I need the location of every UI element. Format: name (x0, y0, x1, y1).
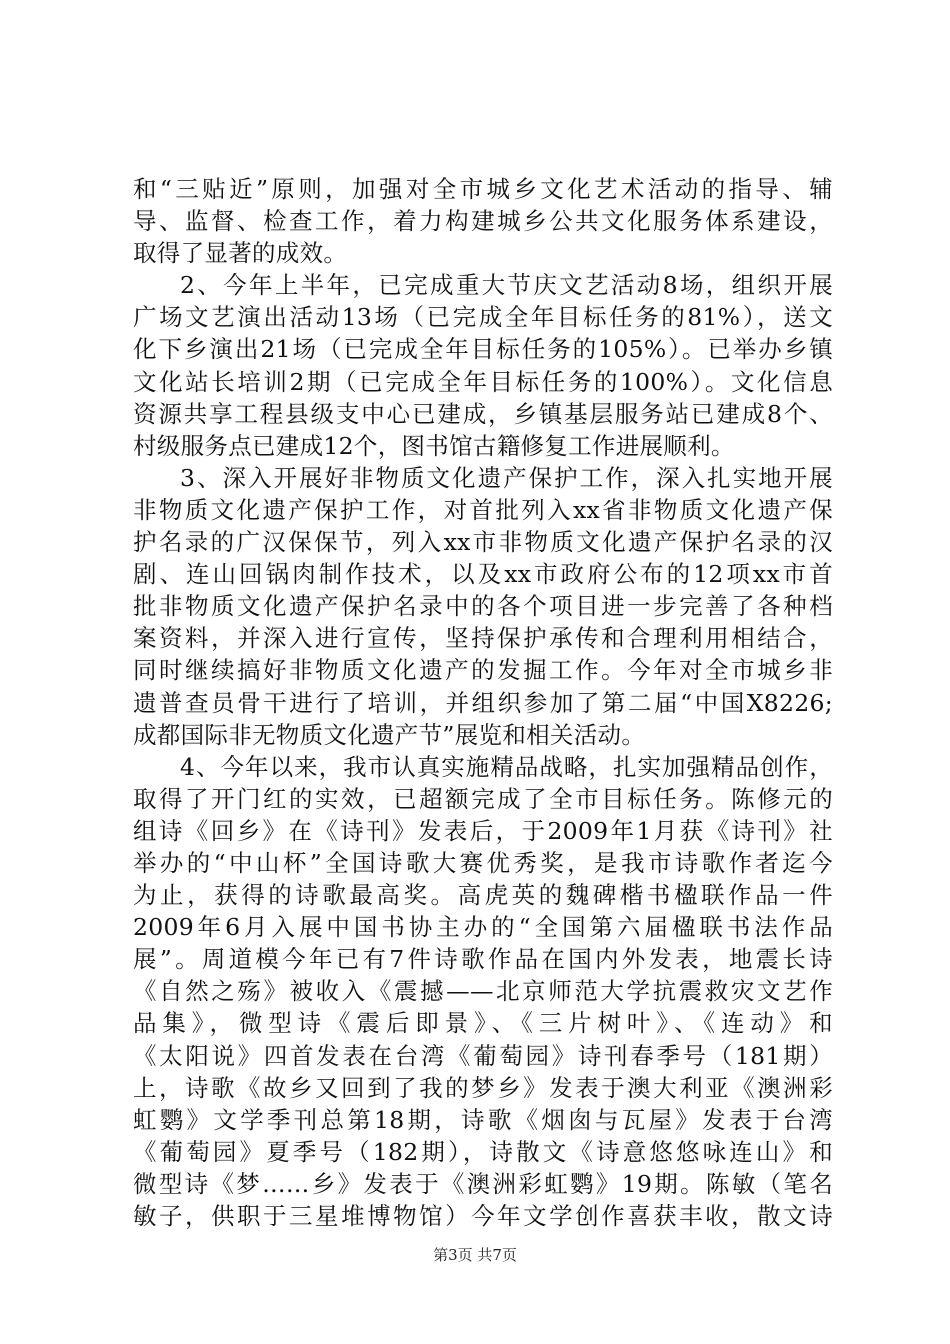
text-line: 取得了开门红的实效，已超额完成了全市目标任务。陈修元的 (133, 784, 833, 813)
text-line: 品集》，微型诗《震后即景》、《三片树叶》、《连动》和 (133, 1009, 833, 1038)
text-line: 护名录的广汉保保节，列入xx市非物质文化遗产保护名录的汉 (133, 528, 833, 557)
text-line: 文化站长培训2期（已完成全年目标任务的100%）。文化信息 (133, 367, 833, 396)
text-line: 《自然之殇》被收入《震撼——北京师范大学抗震救灾文艺作 (133, 977, 833, 1006)
text-line: 批非物质文化遗产保护名录中的各个项目进一步完善了各种档 (133, 592, 833, 621)
text-line: 敏子，供职于三星堆博物馆）今年文学创作喜获丰收，散文诗 (133, 1202, 833, 1230)
paragraph-3-start: 3、深入开展好非物质文化遗产保护工作，深入扎实地开展 (180, 463, 833, 492)
text-line: 虹鹦》文学季刊总第18期，诗歌《烟囱与瓦屋》发表于台湾 (133, 1105, 833, 1134)
text-line: 和“三贴近”原则，加强对全市城乡文化艺术活动的指导、辅 (133, 175, 833, 203)
text-line: 为止，获得的诗歌最高奖。高虎英的魏碑楷书楹联作品一件 (133, 881, 833, 910)
text-line: 剧、连山回锅肉制作技术，以及xx市政府公布的12项xx市首 (133, 560, 833, 589)
text-line: 举办的“中山杯”全国诗歌大赛优秀奖，是我市诗歌作者迄今 (133, 848, 833, 877)
text-line: 非物质文化遗产保护工作，对首批列入xx省非物质文化遗产保 (133, 495, 833, 524)
text-line: 《葡萄园》夏季号（182期），诗散文《诗意悠悠咏连山》和 (133, 1137, 833, 1166)
text-line: 广场文艺演出活动13场（已完成全年目标任务的81%），送文 (133, 303, 833, 332)
text-line: 成都国际非无物质文化遗产节”展览和相关活动。 (133, 720, 646, 749)
text-line: 化下乡演出21场（已完成全年目标任务的105%）。已举办乡镇 (133, 335, 833, 364)
page-number-footer: 第3页 共7页 (433, 1246, 517, 1264)
text-line: 2009年6月入展中国书协主办的“全国第六届楹联书法作品 (133, 913, 833, 942)
text-line: 同时继续搞好非物质文化遗产的发掘工作。今年对全市城乡非 (133, 656, 833, 685)
text-line: 展”。周道模今年已有7件诗歌作品在国内外发表，地震长诗 (133, 945, 833, 974)
document-body (133, 173, 833, 1232)
text-line: 《太阳说》四首发表在台湾《葡萄园》诗刊春季号（181期） (133, 1041, 833, 1070)
paragraph-2-start: 2、今年上半年，已完成重大节庆文艺活动8场，组织开展 (180, 271, 833, 300)
text-line: 组诗《回乡》在《诗刊》发表后，于2009年1月获《诗刊》社 (133, 816, 833, 845)
text-line: 村级服务点已建成12个，图书馆古籍修复工作进展顺利。 (133, 431, 735, 460)
paragraph-4-start: 4、今年以来，我市认真实施精品战略，扎实加强精品创作， (180, 752, 833, 781)
text-line: 微型诗《梦……乡》发表于《澳洲彩虹鹦》19期。陈敏（笔名 (133, 1169, 833, 1198)
text-line: 上，诗歌《故乡又回到了我的梦乡》发表于澳大利亚《澳洲彩 (133, 1073, 833, 1102)
text-line: 遗普查员骨干进行了培训，并组织参加了第二届“中国X8226; (133, 688, 833, 717)
text-line: 案资料，并深入进行宣传，坚持保护承传和合理利用相结合， (133, 624, 833, 653)
text-line: 资源共享工程县级支中心已建成，乡镇基层服务站已建成8个、 (133, 399, 833, 428)
text-line: 取得了显著的成效。 (133, 239, 348, 268)
text-line: 导、监督、检查工作，着力构建城乡公共文化服务体系建设， (133, 207, 833, 236)
